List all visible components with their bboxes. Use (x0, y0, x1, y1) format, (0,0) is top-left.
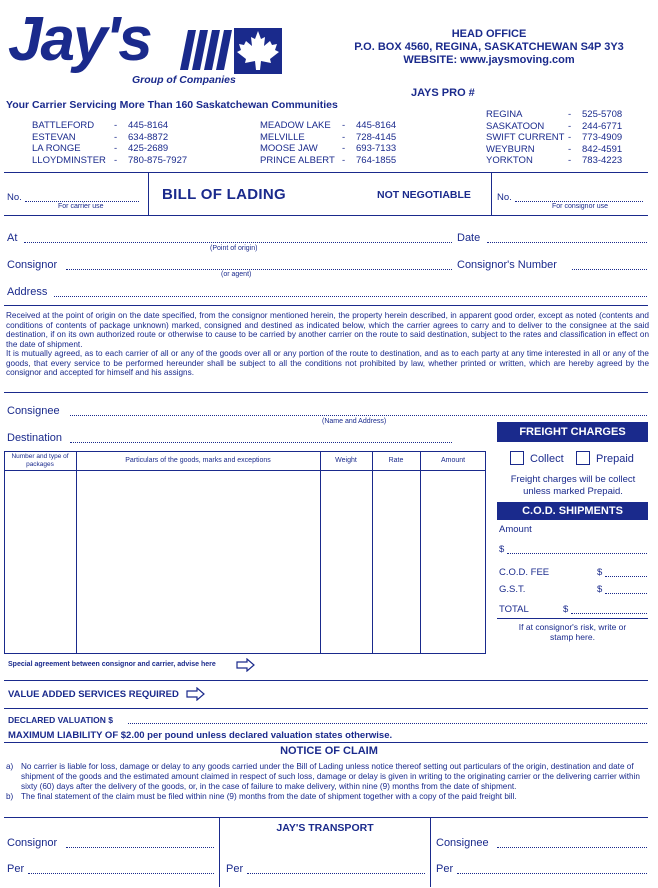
value-added-services-label: VALUE ADDED SERVICES REQUIRED (8, 689, 179, 700)
notice-of-claim-title: NOTICE OF CLAIM (280, 745, 378, 757)
sig-consignee-label: Consignee (436, 837, 489, 849)
destination-label: Destination (7, 432, 63, 444)
office-row: BATTLEFORD - 445-8164 (32, 120, 169, 131)
sig-transport-per-field[interactable] (247, 873, 425, 874)
cod-shipments-header: C.O.D. SHIPMENTS (497, 502, 648, 520)
sig-consignee-per-field[interactable] (457, 873, 647, 874)
offices-column-3 (486, 109, 651, 167)
logo-tagline: Group of Companies (132, 74, 236, 86)
col-header-packages: Number and type of packages (11, 453, 69, 468)
address-field[interactable] (54, 296, 647, 297)
at-field[interactable] (24, 242, 452, 243)
notice-b-marker: b) (6, 792, 14, 801)
terms-paragraph-2: It is mutually agreed, as to each carrier of all or any of the goods over all or any portion of the route to destination, and as to each party at any time interested in all or any of the goods, that every service to be performed hereunder shall be subject to all the conditions not prohibited by law, whether printed or written, which are hereby agreed by the consignor and accepted for himself and his assigns. (6, 349, 649, 377)
cod-amount-label: Amount (499, 524, 532, 535)
or-agent-label: (or agent) (221, 271, 252, 278)
notice-text (6, 762, 649, 802)
consignee-field[interactable] (70, 415, 647, 416)
maximum-liability-text: MAXIMUM LIABILITY OF $2.00 per pound unless declared valuation states otherwise. (8, 730, 393, 741)
collect-label: Collect (530, 453, 564, 465)
office-row: LA RONGE - 425-2689 (32, 143, 169, 154)
cod-fee-field[interactable] (605, 576, 647, 577)
for-consignor-use-label: For consignor use (552, 203, 609, 210)
total-dollar: $ (563, 604, 569, 615)
gst-field[interactable] (605, 593, 647, 594)
prepaid-checkbox[interactable] (576, 451, 590, 465)
col-header-particulars: Particulars of the goods, marks and exceptions (125, 457, 271, 464)
goods-table-body[interactable] (5, 471, 485, 653)
head-office-address: P.O. BOX 4560, REGINA, SASKATCHEWAN S4P 3Y3 (354, 41, 624, 53)
cod-amount-field[interactable] (507, 553, 647, 554)
sig-consignor-field[interactable] (66, 847, 214, 848)
gst-dollar: $ (597, 584, 603, 595)
logo-brand: Jay's (8, 5, 151, 74)
slogan: Your Carrier Servicing More Than 160 Saskatchewan Communities (6, 99, 338, 111)
freight-charges-header: FREIGHT CHARGES (497, 422, 648, 442)
date-field[interactable] (487, 242, 647, 243)
logo-stripes-icon (180, 30, 232, 70)
jays-pro-label: JAYS PRO # (411, 87, 475, 99)
sig-consignor-label: Consignor (7, 837, 58, 849)
carrier-no-label: No. (7, 192, 22, 203)
address-label: Address (7, 286, 48, 298)
col-header-rate: Rate (388, 457, 404, 464)
notice-b-text: The final statement of the claim must be filed within nine (9) months from the date of shipment together with a copy of the paid freight bill. (21, 792, 517, 801)
office-row: REGINA - 525-5708 (486, 109, 623, 120)
office-row: YORKTON - 783-4223 (486, 155, 623, 166)
consignor-number-field[interactable] (572, 269, 647, 270)
destination-field[interactable] (70, 442, 452, 443)
consignor-no-field[interactable] (497, 192, 645, 203)
notice-a-marker: a) (6, 762, 14, 771)
offices-column-1 (32, 120, 232, 166)
at-label: At (7, 232, 18, 244)
office-row: MELVILLE - 728-4145 (260, 131, 397, 143)
company-logo (8, 5, 293, 88)
col-header-weight: Weight (335, 457, 357, 464)
sig-consignor-per-label: Per (7, 863, 25, 875)
jays-transport-label: JAY'S TRANSPORT (276, 822, 374, 834)
office-row: LLOYDMINSTER - 780-875-7927 (32, 154, 188, 166)
total-label: TOTAL (499, 604, 529, 615)
office-row: MEADOW LAKE - 445-8164 (260, 120, 397, 131)
consignor-number-label: Consignor's Number (457, 259, 557, 271)
terms-paragraph-1: Received at the point of origin on the date specified, from the consignor mentioned herein, the property herein described, in apparent good order, except as noted (contents and conditions of contents of package unknown) marked, consigned and destined as indicated below, which the carrier agrees to carry and to deliver to the consignee at the said destination, if on its own authorized route or otherwise to cause to be carried by another carrier on the route to said destination, subject to the rates and classification in effect on the date of shipment. (6, 311, 649, 349)
arrow-right-icon (186, 687, 206, 701)
office-row: SWIFT CURRENT - 773-4909 (486, 132, 623, 143)
carrier-no-field[interactable] (7, 192, 141, 203)
prepaid-label: Prepaid (596, 453, 634, 465)
gst-label: G.S.T. (499, 584, 526, 595)
consignee-label: Consignee (7, 405, 60, 417)
collect-checkbox[interactable] (510, 451, 524, 465)
consignor-risk-note: If at consignor's risk, write or stamp here. (518, 622, 627, 642)
bill-of-lading-title: BILL OF LADING (162, 186, 286, 203)
office-row: MOOSE JAW - 693-7133 (260, 143, 397, 154)
arrow-right-icon (236, 658, 256, 672)
head-office-block (330, 28, 648, 66)
sig-consignor-per-field[interactable] (28, 873, 214, 874)
declared-valuation-label: DECLARED VALUATION $ (8, 715, 113, 725)
office-row: ESTEVAN - 634-8872 (32, 131, 169, 143)
col-header-amount: Amount (440, 457, 466, 464)
cod-fee-label: C.O.D. FEE (499, 567, 550, 578)
consignor-field[interactable] (66, 269, 452, 270)
cod-fee-dollar: $ (597, 567, 603, 578)
special-agreement-label: Special agreement between consignor and carrier, advise here (8, 661, 216, 668)
notice-a-text: No carrier is liable for loss, damage or delay to any goods carried under the Bill of Lading unless notice thereof setting out particulars of the origin, destination and date of shipment of the goods and the estimated amount claimed in respect of such loss, damage or delay is given in writing to the originating carrier or the delivering carrier within sixty (60) days after the delivery of the goods, or, in the case of failure to make delivery, within nine (9) months from the date of shipment. (21, 762, 640, 791)
consignor-label: Consignor (7, 259, 58, 271)
for-carrier-use-label: For carrier use (58, 203, 104, 210)
point-of-origin-label: (Point of origin) (210, 245, 258, 252)
value-added-services-field[interactable] (212, 688, 647, 702)
declared-valuation-field[interactable] (128, 723, 647, 724)
cod-amount-dollar: $ (499, 544, 505, 555)
sig-consignee-per-label: Per (436, 863, 454, 875)
freight-charges-note: Freight charges will be collect unless marked Prepaid. (510, 474, 636, 497)
office-row: PRINCE ALBERT - 764-1855 (260, 154, 397, 166)
maple-leaf-icon (234, 28, 282, 74)
head-office-website: WEBSITE: www.jaysmoving.com (403, 54, 575, 66)
name-and-address-label: (Name and Address) (322, 418, 387, 425)
office-row: WEYBURN - 842-4591 (486, 143, 623, 155)
terms-text (6, 311, 649, 378)
risk-stamp-area[interactable] (497, 643, 648, 665)
head-office-title: HEAD OFFICE (451, 28, 527, 40)
sig-transport-per-label: Per (226, 863, 244, 875)
sig-consignee-field[interactable] (497, 847, 647, 848)
office-row: SASKATOON - 244-6771 (486, 120, 623, 132)
total-field[interactable] (571, 613, 647, 614)
consignor-no-label: No. (497, 192, 512, 203)
not-negotiable-label: NOT NEGOTIABLE (377, 189, 471, 201)
date-label: Date (457, 232, 481, 244)
offices-column-2 (260, 120, 460, 166)
